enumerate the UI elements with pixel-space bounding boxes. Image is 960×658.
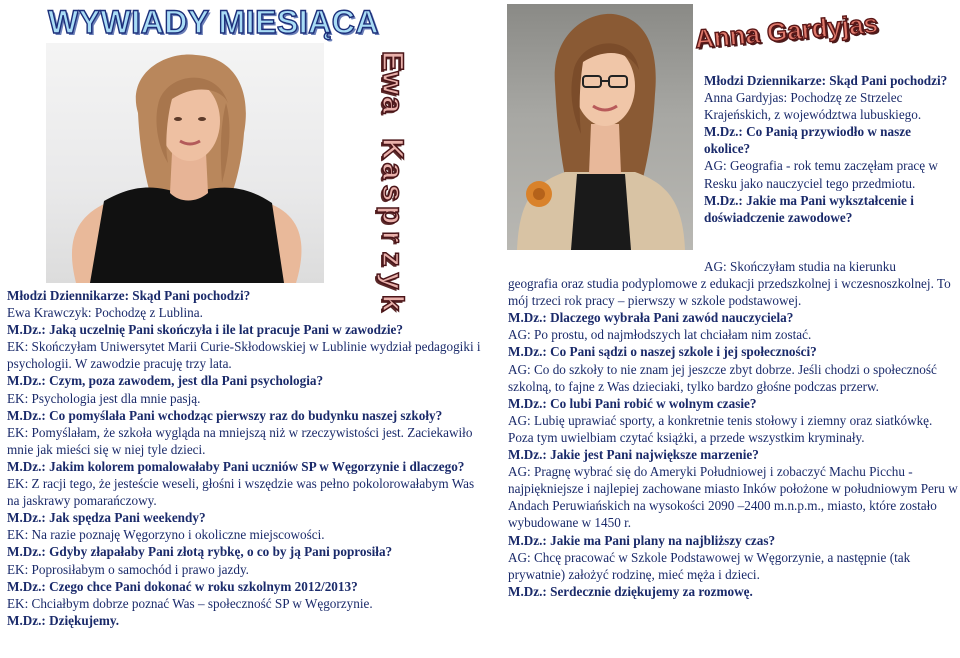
name-letter: E [376,50,409,71]
interview-question: M.Dz.: Jakim kolorem pomalowałaby Pani uczniów SP w Węgorzynie i dlaczego? [7,458,465,474]
interview-answer: AG: Co do szkoły to nie znam jej jeszcze zbyt dobrze. Jeśli chodzi o społeczność szkolną, to fajne z Was dzieciaki, tylko bardzo głośne podczas przerw. [508,361,937,394]
interview-question: M.Dz.: Serdecznie dziękujemy za rozmowę. [508,583,753,599]
name-letter: z [376,251,409,267]
interview-question: M.Dz.: Dziękujemy. [7,612,120,628]
name-letter: w [376,71,409,95]
interview-question: M.Dz.: Jakie jest Pani największe marzenie? [508,447,759,463]
interview-question: M.Dz.: Czego chce Pani dokonać w roku szkolnym 2012/2013? [7,578,358,594]
interview-question: M.Dz.: Co Panią przywiodło w nasze okolice? [704,124,911,157]
interview-answer: AG: Geografia - rok temu zaczęłam pracę w Resku jako nauczyciel tego przedmiotu. [704,158,938,191]
interview-answer: EK: Na razie poznaję Węgorzyno i okoliczne miejscowości. [7,527,325,543]
name-letter: a [376,96,409,114]
interview-answer: AG: Po prostu, od najmłodszych lat chciałam nim zostać. [508,327,812,343]
photo-ewa-kasprzyk [46,43,324,283]
interview-answer: EK: Skończyłam Uniwersytet Marii Curie-Skłodowskiej w Lublinie wydział pedagogiki i psychologii. W zawodzie pracuję trzy lata. [7,339,481,372]
interview-answer: EK: Psychologia jest dla mnie pasją. [7,390,201,406]
interview-answer: AG: Skończyłam studia na kierunku [704,259,896,274]
interview-answer: Anna Gardyjas: Pochodzę ze Strzelec Krajeńskich, z województwa lubuskiego. [704,90,922,123]
interview-question: M.Dz.: Jakie ma Pani wykształcenie i doświadczenie zawodowe? [704,192,914,225]
interview-answer: EK: Z racji tego, że jesteście weseli, głośni i wszędzie was pełno pokolorowałabym Was na jaskrawy pomarańczowy. [7,476,475,509]
name-letter: a [376,162,409,180]
name-letter: y [376,272,409,290]
interview-answer: AG: Lubię uprawiać sporty, a konkretnie tenis stołowy i ziemny oraz siatkówkę. Poza tym uwielbiam czytać książki, a przede wszystkim kryminały. [508,412,933,445]
page-title: WYWIADY MIESIĄCA [48,4,379,40]
interview-answer: EK: Chciałbym dobrze poznać Was – społeczność SP w Węgorzynie. [7,595,373,611]
vertical-name-ewa-kasprzyk [357,50,427,312]
interview-answer: EK: Poprosiłabym o samochód i prawo jazdy. [7,561,249,577]
interview-answer: geografia oraz studia podyplomowe z edukacji przedszkolnej i wczesnoszkolnej. To mój trzeci rok pracy – pierwszy w szkole podstawowej. [508,276,951,309]
name-letter: r [376,231,409,243]
anna-gardyjas-name-heading: Anna Gardyjas [693,8,880,54]
interview-anna-text-bottom [508,258,960,600]
interview-answer: AG: Chcę pracować w Szkole Podstawowej w Węgorzynie, a następnie (tak prywatnie) założyć rodzinę, mieć męża i dzieci. [508,549,911,582]
interview-question: M.Dz.: Co lubi Pani robić w wolnym czasie? [508,395,757,411]
interview-question: Młodzi Dziennikarze: Skąd Pani pochodzi? [7,288,251,303]
photo-anna-gardyjas [507,4,693,250]
interview-question: M.Dz.: Gdyby złapałaby Pani złotą rybkę, o co by ją Pani poprosiła? [7,544,393,560]
name-letter: K [376,138,409,160]
name-letter: s [376,184,409,202]
interview-question: Młodzi Dziennikarze: Skąd Pani pochodzi? [704,73,948,88]
interview-question: M.Dz.: Co Pani sądzi o naszej szkole i jej społeczności? [508,344,817,360]
interview-anna-text-top [704,72,954,226]
interview-question: M.Dz.: Co pomyślała Pani wchodząc pierwszy raz do budynku naszej szkoły? [7,407,443,423]
interview-question: M.Dz.: Dlaczego wybrała Pani zawód nauczyciela? [508,310,794,326]
interview-answer: AG: Pragnę wybrać się do Ameryki Południowej i zobaczyć Machu Picchu - najpiękniejsze i najlepiej zachowane miasto Inków położone w południowym Peru w Andach Peruwiańskich na wysokości 2090 –2400 m.n.p.m., miasto, które zostało wybudowane w 1450 r. [508,464,958,531]
interview-answer: EK: Pomyślałam, że szkoła wygląda na mniejszą niż w rzeczywistości jest. Zaciekawiło mnie jak mieści się w niej tyle dzieci. [7,424,473,457]
interview-answer: Ewa Krawczyk: Pochodzę z Lublina. [7,305,203,321]
name-letter: k [376,294,409,312]
name-letter: p [376,205,409,225]
interview-question: M.Dz.: Jakie ma Pani plany na najbliższy czas? [508,532,776,548]
interview-question: M.Dz.: Czym, poza zawodem, jest dla Pani psychologia? [7,373,324,389]
interview-question: M.Dz.: Jak spędza Pani weekendy? [7,510,206,526]
interview-ewa-text [7,287,485,629]
interview-question: M.Dz.: Jaką uczelnię Pani skończyła i ile lat pracuje Pani w zawodzie? [7,322,403,338]
